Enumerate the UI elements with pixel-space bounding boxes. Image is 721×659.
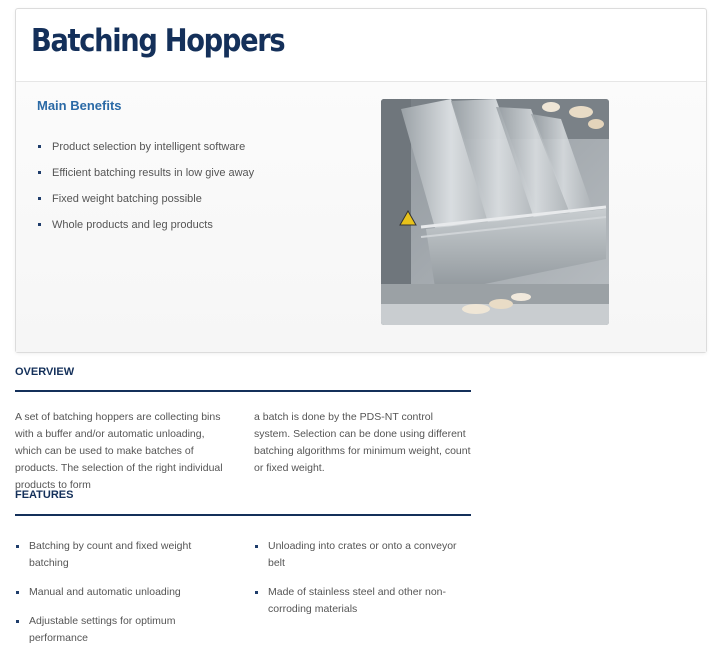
card-body — [16, 82, 706, 352]
feature-item: Adjustable settings for optimum performance — [15, 613, 227, 647]
benefit-item: Efficient batching results in low give away — [37, 160, 254, 186]
features-list-right — [254, 538, 474, 630]
benefit-item: Fixed weight batching possible — [37, 186, 254, 212]
page-title: Batching Hoppers — [31, 23, 285, 59]
product-card — [15, 8, 707, 353]
features-divider — [15, 514, 471, 516]
benefits-list — [37, 134, 254, 238]
feature-item: Made of stainless steel and other non-corroding materials — [254, 584, 474, 618]
card-header — [16, 9, 706, 82]
overview-text-col1: A set of batching hoppers are collecting bins with a buffer and/or automatic unloading, which can be used to make batches of products. The selection of the right individual products to form — [15, 411, 223, 491]
feature-item: Manual and automatic unloading — [15, 584, 227, 601]
feature-item: Unloading into crates or onto a conveyor belt — [254, 538, 474, 572]
benefit-item: Product selection by intelligent software — [37, 134, 254, 160]
features-list-left — [15, 538, 227, 659]
product-photo — [381, 99, 609, 325]
benefit-item: Whole products and leg products — [37, 212, 254, 238]
features-heading: FEATURES — [15, 489, 74, 501]
feature-item: Batching by count and fixed weight batching — [15, 538, 227, 572]
overview-heading: OVERVIEW — [15, 366, 75, 378]
overview-text-col2: a batch is done by the PDS-NT control system. Selection can be done using different batching algorithms for minimum weight, count or fixed weight. — [254, 411, 471, 474]
benefits-heading: Main Benefits — [37, 98, 122, 113]
overview-divider — [15, 390, 471, 392]
